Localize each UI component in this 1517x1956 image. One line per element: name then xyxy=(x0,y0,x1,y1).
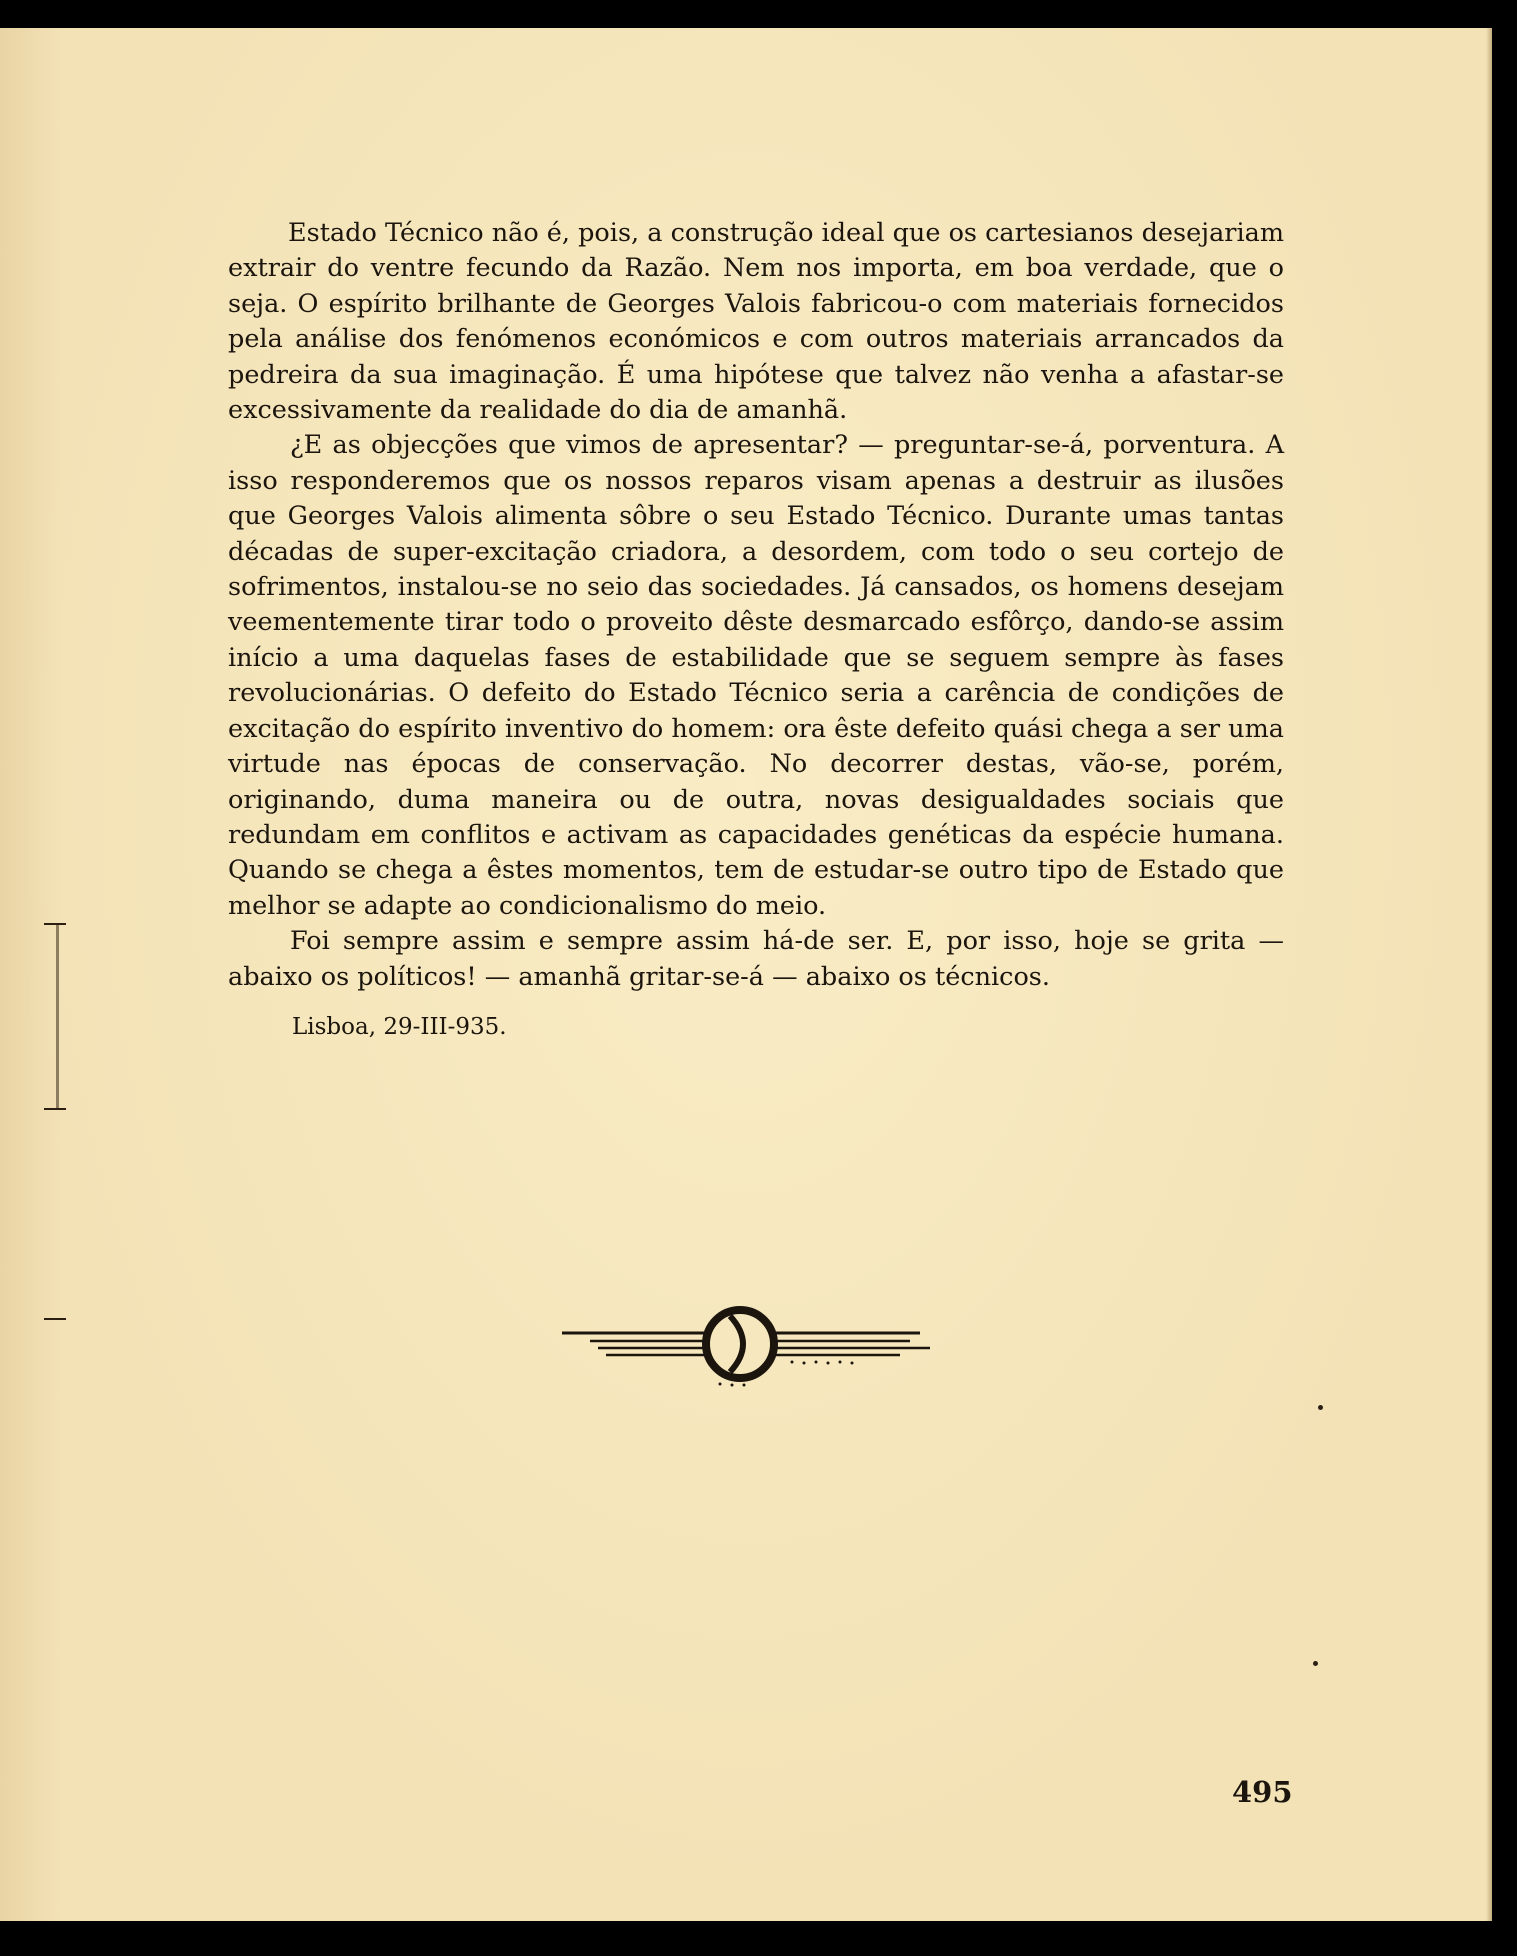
ornament-icon xyxy=(560,1300,950,1390)
place-date-signoff: Lisboa, 29-III-935. xyxy=(292,1014,507,1040)
ink-speck xyxy=(1318,1405,1323,1410)
book-page xyxy=(0,28,1492,1921)
paragraph-2: ¿E as objecções que vimos de apresentar? — preguntar-se-á, porventura. A isso responderemos que os nossos reparos visam apenas a destruir as ilusões que Georges Valois alimenta sôbre o seu Estado Técnico. Durante umas tantas décadas de super-excitação criadora, a desordem, com todo o seu cortejo de sofrimentos, instalou-se no seio das sociedades. Já cansados, os homens desejam veementemente tirar todo o proveito dêste desmarcado esfôrço, dando-se assim início a uma daquelas fases de estabilidade que se seguem sempre às fases revolucionárias. O defeito do Estado Técnico seria a carência de condições de excitação do espírito inventivo do homem: ora êste defeito quási chega a ser uma virtude nas épocas de conservação. No decorrer destas, vão-se, porém, originando, duma maneira ou de outra, novas desigualdades sociais que redundam em conflitos e activam as capacidades genéticas da espécie humana. Quando se chega a êstes momentos, tem de estudar-se outro tipo de Estado que melhor se adapte ao condicionalismo do meio. xyxy=(228,430,1284,921)
paragraph-3: Foi sempre assim e sempre assim há-de ser. E, por isso, hoje se grita — abaixo os políticos! — amanhã gritar-se-á — abaixo os técnicos. xyxy=(228,926,1284,992)
binding-mark xyxy=(44,923,66,925)
binding-mark xyxy=(44,1108,66,1110)
page-number: 495 xyxy=(1232,1775,1293,1809)
paragraph-1: Estado Técnico não é, pois, a construção ideal que os cartesianos desejariam extrair do ventre fecundo da Razão. Nem nos importa, em boa verdade, que o seja. O espírito brilhante de Georges Valois fabricou-o com materiais fornecidos pela análise dos fenómenos económicos e com outros materiais arrancados da pedreira da sua imaginação. É uma hipótese que talvez não venha a afastar-se excessivamente da realidade do dia de amanhã. xyxy=(228,218,1284,426)
article-body xyxy=(228,216,1284,995)
binding-mark xyxy=(44,1318,66,1320)
binding-line xyxy=(56,923,59,1108)
ink-speck xyxy=(1313,1661,1318,1666)
